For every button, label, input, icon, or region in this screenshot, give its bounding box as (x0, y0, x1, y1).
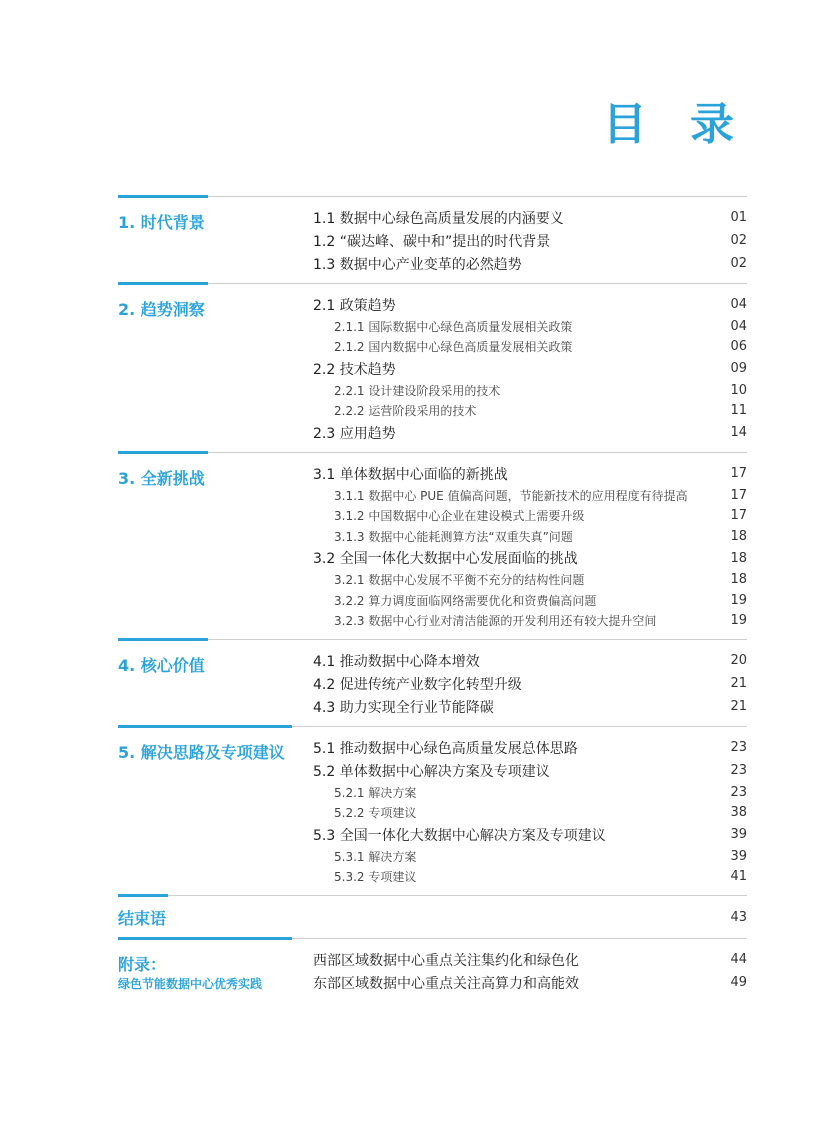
toc-entry[interactable] (313, 695, 747, 718)
entry-label: 3.2 全国一体化大数据中心发展面临的挑战 (313, 551, 578, 567)
page-number: 41 (730, 869, 747, 885)
entry-label: 5.1 推动数据中心绿色高质量发展总体思路 (313, 740, 578, 757)
page-number: 06 (730, 339, 747, 355)
toc-subentry[interactable] (313, 337, 747, 358)
page-number: 02 (730, 256, 747, 271)
toc-section-appendix (118, 938, 747, 1002)
entry-label: 2.1 政策趋势 (313, 297, 396, 314)
entry-label: 东部区域数据中心重点关注高算力和高能效 (313, 975, 579, 992)
page-number: 10 (730, 382, 747, 398)
page-number: 18 (730, 550, 747, 566)
page-number: 17 (730, 466, 747, 481)
page-number: 23 (730, 763, 747, 778)
entry-label: 3.2.1 数据中心发展不平衡不充分的结构性问题 (334, 573, 585, 588)
page-number: 02 (730, 233, 747, 248)
entry-label: 3.1.3 数据中心能耗测算方法“双重失真”问题 (334, 529, 573, 544)
toc-subentry[interactable] (313, 506, 747, 527)
page-number: 19 (730, 592, 747, 608)
entry-label: 1.2 “碳达峰、碳中和”提出的时代背景 (313, 233, 551, 250)
entry-label: 5.2 单体数据中心解决方案及专项建议 (313, 763, 550, 780)
toc-entry[interactable] (313, 547, 747, 570)
toc-entry[interactable] (118, 900, 747, 934)
toc-subentry[interactable] (313, 846, 747, 867)
page-number: 17 (730, 508, 747, 524)
page-number: 49 (730, 975, 747, 990)
entry-label: 2.3 应用趋势 (313, 425, 396, 442)
section-title[interactable]: 1. 时代背景 (118, 213, 205, 232)
toc-entry[interactable] (313, 462, 747, 485)
toc-section-5 (118, 726, 747, 895)
toc-entry[interactable] (313, 672, 747, 695)
entry-label: 3.1 单体数据中心面临的新挑战 (313, 466, 508, 483)
toc-subentry[interactable] (313, 570, 747, 591)
entry-label: 4.1 推动数据中心降本增效 (313, 653, 480, 670)
page-number: 09 (730, 361, 747, 376)
page-number: 04 (730, 297, 747, 312)
section-subtitle: 绿色节能数据中心优秀实践 (118, 977, 263, 991)
toc-entry[interactable] (313, 421, 747, 444)
toc-entry[interactable] (313, 759, 747, 782)
page-number: 23 (730, 740, 747, 755)
toc-entry[interactable] (313, 649, 747, 672)
entry-label: 4.3 助力实现全行业节能降碳 (313, 699, 494, 716)
page-number: 39 (730, 827, 747, 842)
toc-entry[interactable] (313, 736, 747, 759)
entry-label: 2.2 技术趋势 (313, 361, 396, 378)
page-number: 17 (730, 487, 747, 503)
entry-label: 3.1.1 数据中心 PUE 值偏高问题，节能新技术的应用程度有待提高 (334, 488, 688, 503)
page-number: 11 (730, 403, 747, 419)
page-number: 23 (730, 784, 747, 800)
toc-subentry[interactable] (313, 590, 747, 611)
entry-label: 5.3 全国一体化大数据中心解决方案及专项建议 (313, 827, 606, 844)
toc-entry[interactable] (313, 206, 747, 229)
page-number: 19 (730, 613, 747, 629)
toc-entry[interactable] (313, 948, 747, 971)
toc-entry[interactable] (313, 293, 747, 316)
section-title[interactable]: 附录： (118, 955, 167, 974)
page-number: 20 (730, 653, 747, 668)
toc-entry[interactable] (313, 357, 747, 380)
section-title[interactable]: 3. 全新挑战 (118, 469, 205, 488)
toc-section-1 (118, 196, 747, 283)
toc-subentry[interactable] (313, 485, 747, 506)
toc-section-4 (118, 639, 747, 726)
entry-label: 1.3 数据中心产业变革的必然趋势 (313, 256, 522, 273)
toc-section-conclusion (118, 895, 747, 938)
entry-label: 2.1.2 国内数据中心绿色高质量发展相关政策 (334, 340, 573, 355)
entry-label: 5.2.1 解决方案 (334, 785, 417, 800)
entry-label: 西部区域数据中心重点关注集约化和绿色化 (313, 952, 579, 969)
entry-label: 3.2.3 数据中心行业对清洁能源的开发利用还有较大提升空间 (334, 614, 657, 629)
entry-label: 5.3.2 专项建议 (334, 870, 417, 885)
page-number: 43 (730, 909, 747, 925)
toc-subentry[interactable] (313, 867, 747, 888)
toc-entry[interactable] (313, 252, 747, 275)
page-number: 21 (730, 676, 747, 691)
page-number: 39 (730, 848, 747, 864)
toc-section-3 (118, 452, 747, 639)
toc-entry[interactable] (313, 971, 747, 994)
toc-entry[interactable] (313, 823, 747, 846)
page-number: 01 (730, 210, 747, 225)
entry-label: 5.2.2 专项建议 (334, 806, 417, 821)
toc-subentry[interactable] (313, 401, 747, 422)
toc-subentry[interactable] (313, 611, 747, 632)
page-number: 14 (730, 425, 747, 440)
entry-label: 3.1.2 中国数据中心企业在建设模式上需要升级 (334, 509, 585, 524)
entry-label: 2.2.2 运营阶段采用的技术 (334, 404, 477, 419)
entry-label: 4.2 促进传统产业数字化转型升级 (313, 676, 522, 693)
entry-label: 2.2.1 设计建设阶段采用的技术 (334, 383, 501, 398)
toc-section-2 (118, 283, 747, 452)
toc-subentry[interactable] (313, 380, 747, 401)
toc-subentry[interactable] (313, 782, 747, 803)
page-number: 44 (730, 952, 747, 967)
entry-label: 3.2.2 算力调度面临网络需要优化和资费偏高问题 (334, 593, 597, 608)
section-title: 结束语 (118, 908, 167, 928)
entry-label: 5.3.1 解决方案 (334, 849, 417, 864)
table-of-contents (118, 196, 747, 1002)
section-title[interactable]: 4. 核心价值 (118, 656, 205, 675)
page-number: 18 (730, 528, 747, 544)
toc-entry[interactable] (313, 229, 747, 252)
page-title: 目 录 (602, 99, 748, 150)
page-number: 04 (730, 318, 747, 334)
toc-subentry[interactable] (313, 526, 747, 547)
entry-label: 2.1.1 国际数据中心绿色高质量发展相关政策 (334, 319, 573, 334)
page-number: 38 (730, 805, 747, 821)
page-number: 21 (730, 699, 747, 714)
toc-subentry[interactable] (313, 803, 747, 824)
section-title[interactable]: 2. 趋势洞察 (118, 300, 205, 319)
section-title[interactable]: 5. 解决思路及专项建议 (118, 743, 285, 762)
entry-label: 1.1 数据中心绿色高质量发展的内涵要义 (313, 210, 564, 227)
toc-subentry[interactable] (313, 316, 747, 337)
page-number: 18 (730, 572, 747, 588)
